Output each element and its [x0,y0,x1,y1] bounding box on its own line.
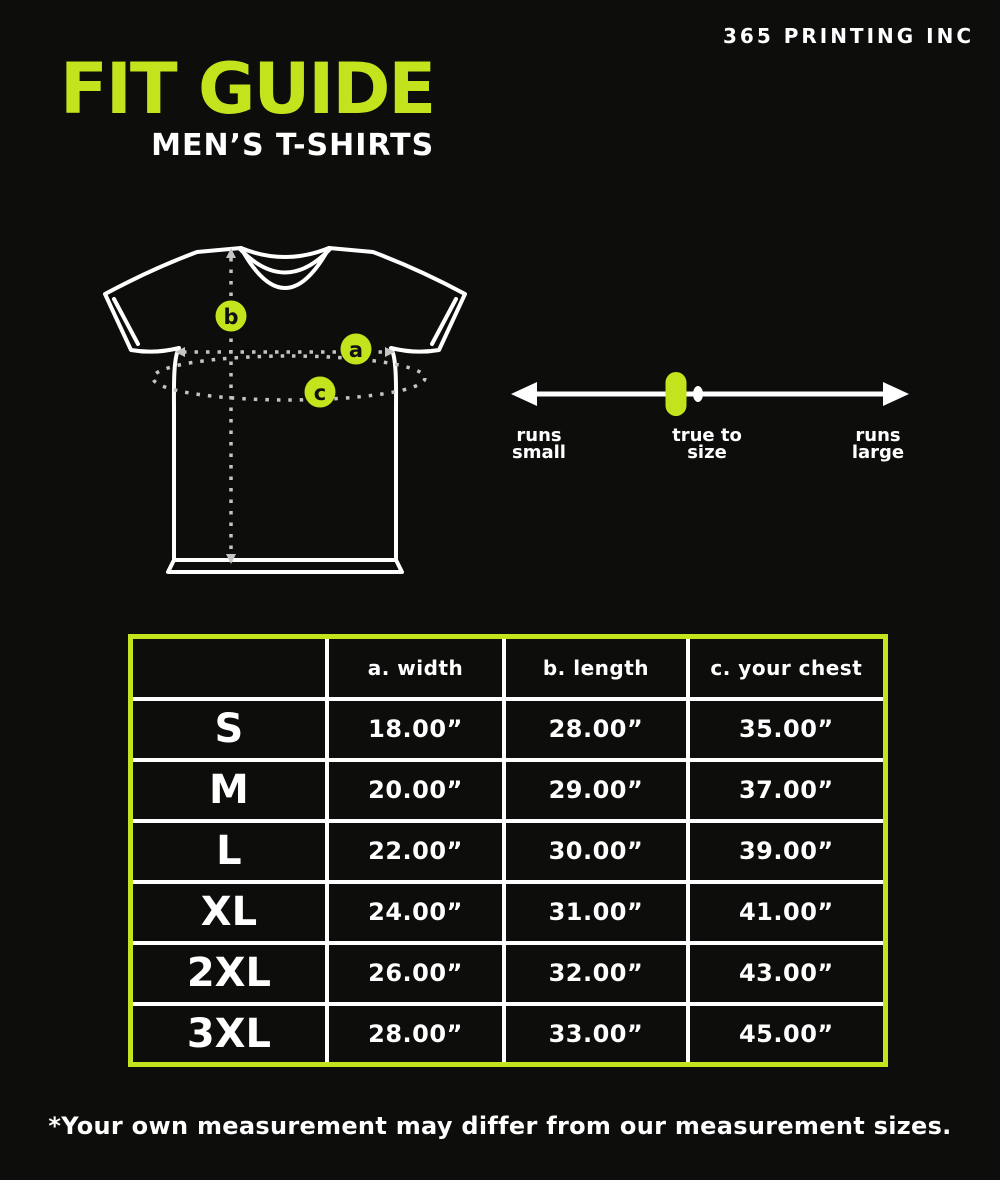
size-label: L [131,821,327,882]
length-value: 32.00” [504,943,687,1004]
length-value: 30.00” [504,821,687,882]
true-to-size-line2: size [687,442,727,463]
table-row [131,882,886,943]
runs-large-line2: large [851,442,905,463]
tshirt-measurement-diagram [93,240,477,580]
width-value: 20.00” [327,760,504,821]
width-value: 18.00” [327,699,504,760]
length-value: 29.00” [504,760,687,821]
size-label: 3XL [131,1004,327,1065]
fit-scale-marker [666,372,687,416]
width-value: 26.00” [327,943,504,1004]
tshirt-outline [105,248,465,572]
table-row [131,1004,886,1065]
fit-scale-dot-icon [693,386,703,402]
table-row [131,821,886,882]
chest-value: 35.00” [688,699,886,760]
size-label: XL [131,882,327,943]
header-length: b. length [504,637,687,699]
width-value: 24.00” [327,882,504,943]
size-label: S [131,699,327,760]
true-to-size-line1: true to [672,425,742,446]
length-value: 33.00” [504,1004,687,1065]
chest-value: 45.00” [688,1004,886,1065]
table-row [131,943,886,1004]
size-label: 2XL [131,943,327,1004]
page-subtitle: MEN’S T-SHIRTS [151,128,435,163]
measurement-disclaimer: *Your own measurement may differ from our measurement sizes. [48,1112,952,1140]
marker-a-label: a [348,338,364,362]
width-value: 22.00” [327,821,504,882]
runs-small-line1: runs [516,425,562,446]
fit-scale-label-runs-large [835,427,921,461]
size-label: M [131,760,327,821]
chest-value: 43.00” [688,943,886,1004]
header-chest: c. your chest [688,637,886,699]
length-value: 31.00” [504,882,687,943]
table-row [131,760,886,821]
fit-scale-label-true-to-size [655,427,759,461]
fit-scale-label-runs-small [496,427,582,461]
header-size [131,637,327,699]
runs-large-line1: runs [855,425,901,446]
chest-value: 39.00” [688,821,886,882]
title-block [60,48,435,163]
marker-c-label: c [313,381,327,405]
collar-rim-line [241,248,329,257]
brand-name: 365 PRINTING INC [722,24,974,48]
chest-measure-ellipse [153,356,425,400]
chest-value: 41.00” [688,882,886,943]
width-value: 28.00” [327,1004,504,1065]
size-chart-table [128,634,888,1067]
table-row [131,699,886,760]
page-title: FIT GUIDE [60,48,435,130]
marker-b-label: b [223,305,239,329]
chest-value: 37.00” [688,760,886,821]
fit-scale-arrow-left-icon [511,382,537,406]
length-value: 28.00” [504,699,687,760]
runs-small-line2: small [512,442,566,463]
table-header-row [131,637,886,699]
fit-scale-graphic [505,358,915,430]
fit-scale-arrow-right-icon [883,382,909,406]
header-width: a. width [327,637,504,699]
